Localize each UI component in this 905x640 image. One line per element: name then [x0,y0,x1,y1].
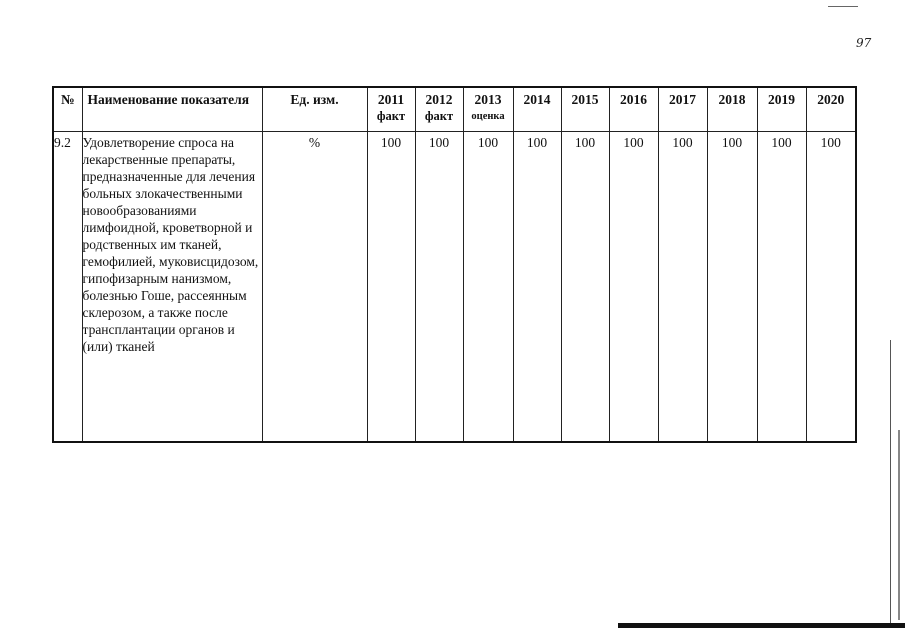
header-year-2019: 2019 [757,87,806,132]
page-number: 97 [856,36,872,50]
table-row [53,132,856,443]
header-year: 2013 [474,92,502,107]
indicator-table [52,86,857,443]
row-name: Удовлетворение спроса на лекарственные препараты, предназначенные для лечения больных злокачественными новообразованиями лимфоидной, кроветворной и родственных им тканей, гемофилией, муковисцидозом, гипофизарным нанизмом, болезнью Гоше, рассеянным склерозом, а также после трансплантации органов и (или) тканей [82,132,262,443]
row-num: 9.2 [53,132,82,443]
header-year: 2012 [425,92,453,107]
header-year-2012 [415,87,463,132]
scan-edge-line [890,340,891,625]
row-unit: % [262,132,367,443]
header-year-2018: 2018 [707,87,757,132]
header-year-2020: 2020 [806,87,856,132]
value-2015: 100 [561,132,609,443]
header-year-2011 [367,87,415,132]
value-2011: 100 [367,132,415,443]
value-2020: 100 [806,132,856,443]
top-edge-line [828,6,858,7]
scan-bottom-bar [618,623,905,628]
header-year-note: оценка [471,111,505,122]
value-2012: 100 [415,132,463,443]
value-2019: 100 [757,132,806,443]
value-2018: 100 [707,132,757,443]
header-year: 2011 [377,92,405,107]
value-2014: 100 [513,132,561,443]
header-name: Наименование показателя [82,87,262,132]
header-year-2014: 2014 [513,87,561,132]
header-year-note: факт [376,109,406,123]
header-year-2016: 2016 [609,87,658,132]
header-year-2015: 2015 [561,87,609,132]
value-2017: 100 [658,132,707,443]
header-num: № [53,87,82,132]
header-year-2013 [463,87,513,132]
header-unit: Ед. изм. [262,87,367,132]
scan-edge-line [898,430,900,620]
table-header-row [53,87,856,132]
header-year-note: факт [424,109,454,123]
value-2013: 100 [463,132,513,443]
header-year-2017: 2017 [658,87,707,132]
value-2016: 100 [609,132,658,443]
